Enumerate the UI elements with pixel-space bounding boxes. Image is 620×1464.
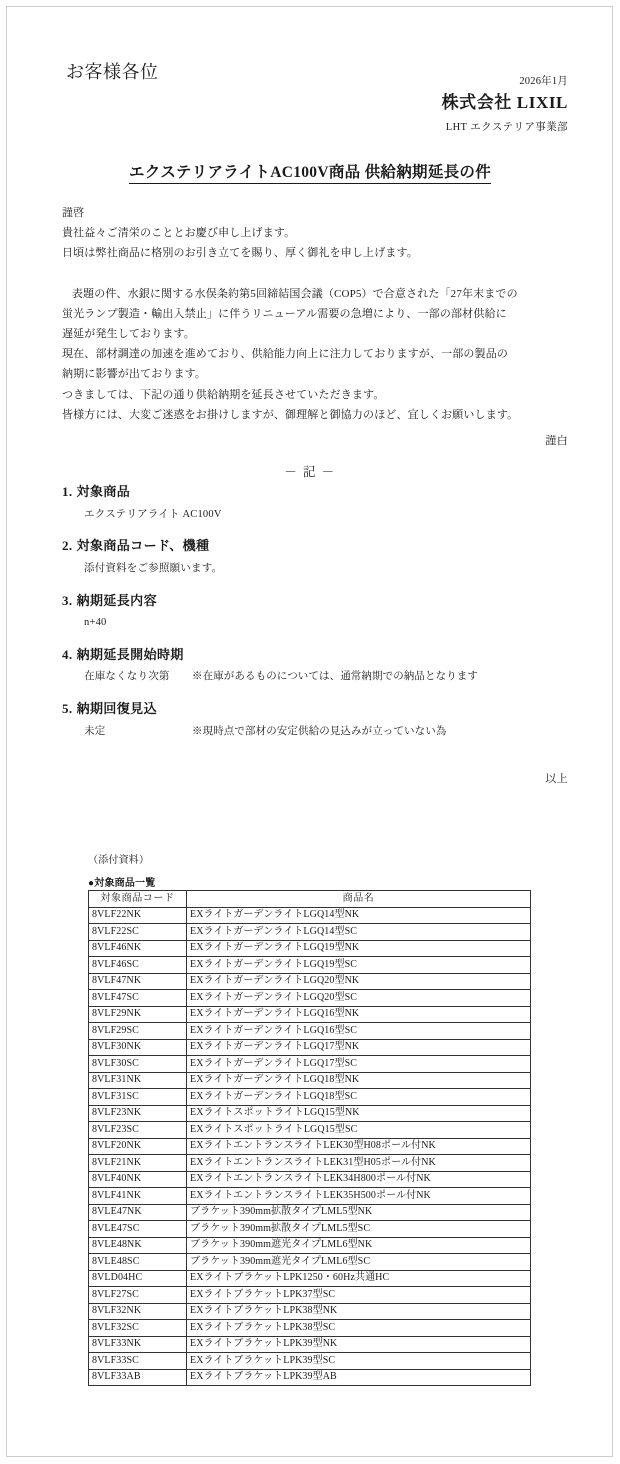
cell-product-code: 8VLF32NK xyxy=(89,1303,187,1320)
salutation: 謹啓 xyxy=(62,207,85,219)
item-heading-text: 納期延長内容 xyxy=(76,592,157,608)
item-number: 5. xyxy=(62,701,73,716)
greeting-line-1: 貴社益々ご清栄のこととお慶び申し上げます。 xyxy=(62,227,296,240)
table-row xyxy=(89,1204,531,1221)
end-marker: 以上 xyxy=(545,773,568,785)
table-row xyxy=(89,1138,531,1155)
cell-product-code: 8VLF31SC xyxy=(89,1089,187,1106)
cell-product-code: 8VLF47SC xyxy=(89,990,187,1007)
table-row xyxy=(89,1320,531,1337)
table-header-row xyxy=(89,891,531,908)
item-value: 在庫なくなり次第 xyxy=(84,671,170,683)
column-header-name: 商品名 xyxy=(187,891,531,908)
paragraph-2-line-1: 現在、部材調達の加速を進めており、供給能力向上に注力しておりますが、一部の製品の xyxy=(62,348,508,361)
cell-product-name: EXライトガーデンライトLGQ20型SC xyxy=(187,990,531,1007)
addressee-line: お客様各位 xyxy=(66,62,159,82)
cell-product-name: EXライトブラケットLPK38型NK xyxy=(187,1303,531,1320)
cell-product-name: EXライトブラケットLPK37型SC xyxy=(187,1287,531,1304)
cell-product-name: EXライトガーデンライトLGQ14型SC xyxy=(187,924,531,941)
item-number: 1. xyxy=(62,484,73,499)
cell-product-name: EXライトブラケットLPK38型SC xyxy=(187,1320,531,1337)
attachment-label: （添付資料） xyxy=(88,855,150,866)
greeting-line-2: 日頃は弊社商品に格別のお引き立てを賜り、厚く御礼を申し上げます。 xyxy=(62,247,418,260)
cell-product-code: 8VLF33AB xyxy=(89,1369,187,1386)
cell-product-code: 8VLF22SC xyxy=(89,924,187,941)
paragraph-2-line-2: 納期に影響が出ております。 xyxy=(62,368,207,381)
cell-product-name: EXライトガーデンライトLGQ18型NK xyxy=(187,1072,531,1089)
item-body xyxy=(62,615,574,631)
sender-block xyxy=(442,74,568,135)
cell-product-name: EXライトガーデンライトLGQ18型SC xyxy=(187,1089,531,1106)
cell-product-name: EXライトブラケットLPK1250・60Hz共通HC xyxy=(187,1270,531,1287)
cell-product-code: 8VLF41NK xyxy=(89,1188,187,1205)
cell-product-code: 8VLD04HC xyxy=(89,1270,187,1287)
item-heading-text: 対象商品 xyxy=(76,484,131,499)
item-heading xyxy=(62,645,574,665)
cell-product-name: ブラケット390mm遮光タイプLML6型SC xyxy=(187,1254,531,1271)
table-row xyxy=(89,973,531,990)
product-table-wrapper xyxy=(88,890,530,1386)
attachment-heading: ●対象商品一覧 xyxy=(88,878,156,889)
paragraph-1-line-1: 表題の件、水銀に関する水俣条約第5回締結国会議（COP5）で合意された「27年末までの xyxy=(71,287,518,300)
table-row xyxy=(89,1303,531,1320)
item-heading xyxy=(62,591,574,611)
cell-product-name: ブラケット390mm遮光タイプLML6型NK xyxy=(187,1237,531,1254)
item-value: n+40 xyxy=(84,617,107,628)
cell-product-name: ブラケット390mm拡散タイプLML5型NK xyxy=(187,1204,531,1221)
cell-product-code: 8VLF23SC xyxy=(89,1122,187,1139)
cell-product-code: 8VLF29NK xyxy=(89,1006,187,1023)
cell-product-name: EXライトガーデンライトLGQ19型NK xyxy=(187,940,531,957)
table-row xyxy=(89,990,531,1007)
table-row xyxy=(89,1006,531,1023)
cell-product-code: 8VLE47SC xyxy=(89,1221,187,1238)
table-row xyxy=(89,1155,531,1172)
department-name: LHT エクステリア事業部 xyxy=(445,121,568,133)
item-note: ※現時点で部材の安定供給の見込みが立っていない為 xyxy=(192,725,447,737)
table-row xyxy=(89,957,531,974)
table-row xyxy=(89,924,531,941)
item-heading xyxy=(62,482,574,502)
table-row xyxy=(89,1254,531,1271)
paragraph-4: 皆様方には、大変ご迷惑をお掛けしますが、御理解と御協力のほど、宜しくお願いします。 xyxy=(62,408,519,421)
document-date: 2026年1月 xyxy=(519,76,568,87)
item-heading-text: 納期延長開始時期 xyxy=(76,646,184,662)
cell-product-name: ブラケット390mm拡散タイプLML5型SC xyxy=(187,1221,531,1238)
document-title-text: エクステリアライトAC100V商品 供給納期延長の件 xyxy=(129,164,491,184)
table-row xyxy=(89,1171,531,1188)
list-item xyxy=(62,699,574,739)
table-row xyxy=(89,940,531,957)
cell-product-code: 8VLF30NK xyxy=(89,1039,187,1056)
item-heading-text: 納期回復見込 xyxy=(76,701,157,716)
product-table xyxy=(88,890,531,1386)
cell-product-name: EXライトエントランスライトLEK34H800ポール付NK xyxy=(187,1171,531,1188)
cell-product-code: 8VLF20NK xyxy=(89,1138,187,1155)
column-header-code: 対象商品コード xyxy=(89,891,187,908)
item-value: 添付資料をご参照願います。 xyxy=(84,562,223,574)
cell-product-code: 8VLF27SC xyxy=(89,1287,187,1304)
cell-product-name: EXライトガーデンライトLGQ16型NK xyxy=(187,1006,531,1023)
table-row xyxy=(89,1287,531,1304)
cell-product-code: 8VLF40NK xyxy=(89,1171,187,1188)
table-row xyxy=(89,1369,531,1386)
cell-product-name: EXライトガーデンライトLGQ14型NK xyxy=(187,907,531,924)
table-row xyxy=(89,1122,531,1139)
table-row xyxy=(89,1336,531,1353)
item-heading xyxy=(62,536,574,556)
table-row xyxy=(89,1039,531,1056)
item-body xyxy=(62,669,574,685)
cell-product-name: EXライトエントランスライトLEK30型H08ポール付NK xyxy=(187,1138,531,1155)
table-row xyxy=(89,1023,531,1040)
cell-product-name: EXライトブラケットLPK39型NK xyxy=(187,1336,531,1353)
item-heading-text: 対象商品コード、機種 xyxy=(76,538,210,554)
cell-product-code: 8VLF23NK xyxy=(89,1105,187,1122)
table-row xyxy=(89,1221,531,1238)
item-body xyxy=(62,561,574,577)
cell-product-code: 8VLF33SC xyxy=(89,1353,187,1370)
table-row xyxy=(89,1089,531,1106)
item-number: 3. xyxy=(62,592,73,608)
cell-product-code: 8VLF46NK xyxy=(89,940,187,957)
list-item xyxy=(62,536,574,576)
item-value: エクステリアライト AC100V xyxy=(84,508,222,520)
cell-product-name: EXライトスポットライトLGQ15型SC xyxy=(187,1122,531,1139)
cell-product-name: EXライトブラケットLPK39型SC xyxy=(187,1353,531,1370)
cell-product-code: 8VLE47NK xyxy=(89,1204,187,1221)
cell-product-code: 8VLF47NK xyxy=(89,973,187,990)
cell-product-name: EXライトガーデンライトLGQ17型NK xyxy=(187,1039,531,1056)
cell-product-name: EXライトブラケットLPK39型AB xyxy=(187,1369,531,1386)
cell-product-code: 8VLF29SC xyxy=(89,1023,187,1040)
closing-salutation: 謹白 xyxy=(545,435,568,447)
cell-product-code: 8VLF33NK xyxy=(89,1336,187,1353)
table-row xyxy=(89,907,531,924)
table-row xyxy=(89,1056,531,1073)
paragraph-3: つきましては、下記の通り供給納期を延長させていただきます。 xyxy=(62,388,385,401)
table-header xyxy=(89,891,531,908)
cell-product-name: EXライトガーデンライトLGQ16型SC xyxy=(187,1023,531,1040)
item-body xyxy=(62,724,574,740)
cell-product-code: 8VLF30SC xyxy=(89,1056,187,1073)
cell-product-name: EXライトガーデンライトLGQ20型NK xyxy=(187,973,531,990)
table-row xyxy=(89,1188,531,1205)
cell-product-name: EXライトエントランスライトLEK35H500ポール付NK xyxy=(187,1188,531,1205)
item-body xyxy=(62,507,574,523)
list-item xyxy=(62,591,574,631)
document-title xyxy=(0,160,620,182)
table-row xyxy=(89,1105,531,1122)
item-note: ※在庫があるものについては、通常納期での納品となります xyxy=(192,671,478,683)
cell-product-code: 8VLF31NK xyxy=(89,1072,187,1089)
table-row xyxy=(89,1353,531,1370)
table-body xyxy=(89,907,531,1386)
item-number: 2. xyxy=(62,538,73,554)
numbered-items-list xyxy=(62,482,574,739)
item-number: 4. xyxy=(62,646,73,662)
cell-product-code: 8VLF32SC xyxy=(89,1320,187,1337)
item-heading xyxy=(62,699,574,719)
paragraph-1-line-3: 遅延が発生しております。 xyxy=(62,328,195,341)
company-name: 株式会社 LIXIL xyxy=(441,93,568,113)
table-row xyxy=(89,1072,531,1089)
cell-product-code: 8VLE48NK xyxy=(89,1237,187,1254)
cell-product-code: 8VLF22NK xyxy=(89,907,187,924)
paragraph-1-line-2: 蛍光ランプ製造・輸出入禁止」に伴うリニューアル需要の急増により、一部の部材供給に xyxy=(62,307,507,320)
ki-mark: － 記 － xyxy=(284,465,336,479)
list-item xyxy=(62,645,574,685)
list-item xyxy=(62,482,574,522)
cell-product-code: 8VLF21NK xyxy=(89,1155,187,1172)
table-row xyxy=(89,1270,531,1287)
cell-product-name: EXライトガーデンライトLGQ17型SC xyxy=(187,1056,531,1073)
cell-product-name: EXライトスポットライトLGQ15型NK xyxy=(187,1105,531,1122)
table-row xyxy=(89,1237,531,1254)
cell-product-name: EXライトエントランスライトLEK31型H05ポール付NK xyxy=(187,1155,531,1172)
letter-body xyxy=(62,203,572,425)
cell-product-name: EXライトガーデンライトLGQ19型SC xyxy=(187,957,531,974)
cell-product-code: 8VLF46SC xyxy=(89,957,187,974)
cell-product-code: 8VLE48SC xyxy=(89,1254,187,1271)
item-value: 未定 xyxy=(84,725,106,737)
